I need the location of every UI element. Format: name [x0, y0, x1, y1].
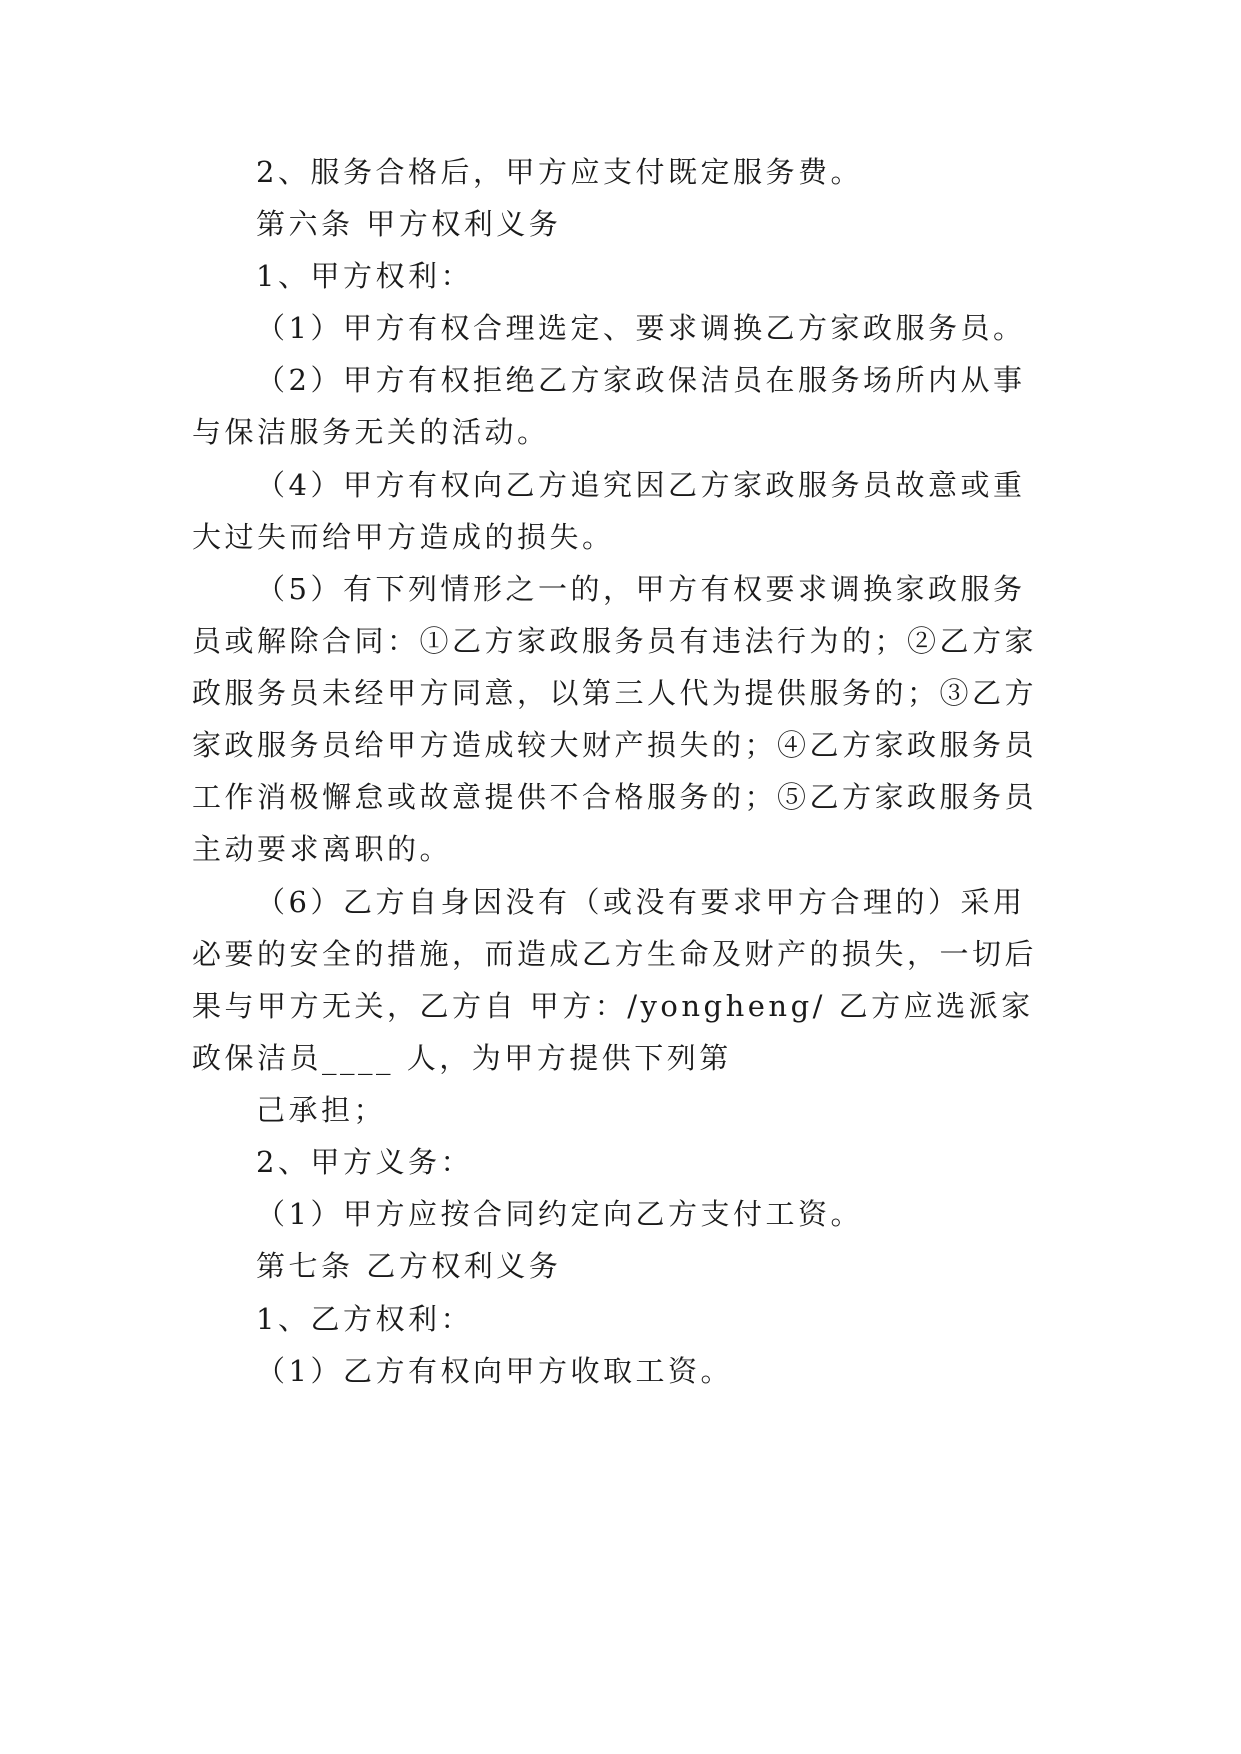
paragraph-line: 家政服务员给甲方造成较大财产损失的；④乙方家政服务员: [192, 728, 1038, 762]
paragraph-line: 员或解除合同：①乙方家政服务员有违法行为的；②乙方家: [192, 624, 1038, 658]
paragraph-line: 政服务员未经甲方同意，以第三人代为提供服务的；③乙方: [192, 676, 1038, 710]
paragraph-line: 政保洁员____ 人，为甲方提供下列第: [192, 1041, 732, 1075]
paragraph-line: （2）甲方有权拒绝乙方家政保洁员在服务场所内从事: [256, 363, 1026, 397]
paragraph-line: （6）乙方自身因没有（或没有要求甲方合理的）采用: [256, 885, 1026, 919]
paragraph-line: 2、服务合格后，甲方应支付既定服务费。: [256, 155, 863, 189]
paragraph-line: 与保洁服务无关的活动。: [192, 415, 550, 449]
paragraph-line: 果与甲方无关，乙方自 甲方：/yongheng/ 乙方应选派家: [192, 989, 1034, 1023]
paragraph-line: 主动要求离职的。: [192, 832, 453, 866]
section-heading: 第六条 甲方权利义务: [256, 207, 562, 241]
paragraph-line: （1）乙方有权向甲方收取工资。: [256, 1354, 733, 1388]
paragraph-line: 己承担；: [256, 1093, 387, 1127]
subsection-heading: 1、乙方权利：: [256, 1302, 473, 1336]
paragraph-line: （1）甲方应按合同约定向乙方支付工资。: [256, 1197, 863, 1231]
paragraph-line: （1）甲方有权合理选定、要求调换乙方家政服务员。: [256, 311, 1026, 345]
paragraph-line: 大过失而给甲方造成的损失。: [192, 520, 615, 554]
subsection-heading: 1、甲方权利：: [256, 259, 473, 293]
section-heading: 第七条 乙方权利义务: [256, 1249, 562, 1283]
paragraph-line: （5）有下列情形之一的，甲方有权要求调换家政服务: [256, 572, 1026, 606]
paragraph-line: 工作消极懈怠或故意提供不合格服务的；⑤乙方家政服务员: [192, 780, 1038, 814]
subsection-heading: 2、甲方义务：: [256, 1145, 473, 1179]
paragraph-line: 必要的安全的措施，而造成乙方生命及财产的损失，一切后: [192, 937, 1038, 971]
paragraph-line: （4）甲方有权向乙方追究因乙方家政服务员故意或重: [256, 468, 1026, 502]
